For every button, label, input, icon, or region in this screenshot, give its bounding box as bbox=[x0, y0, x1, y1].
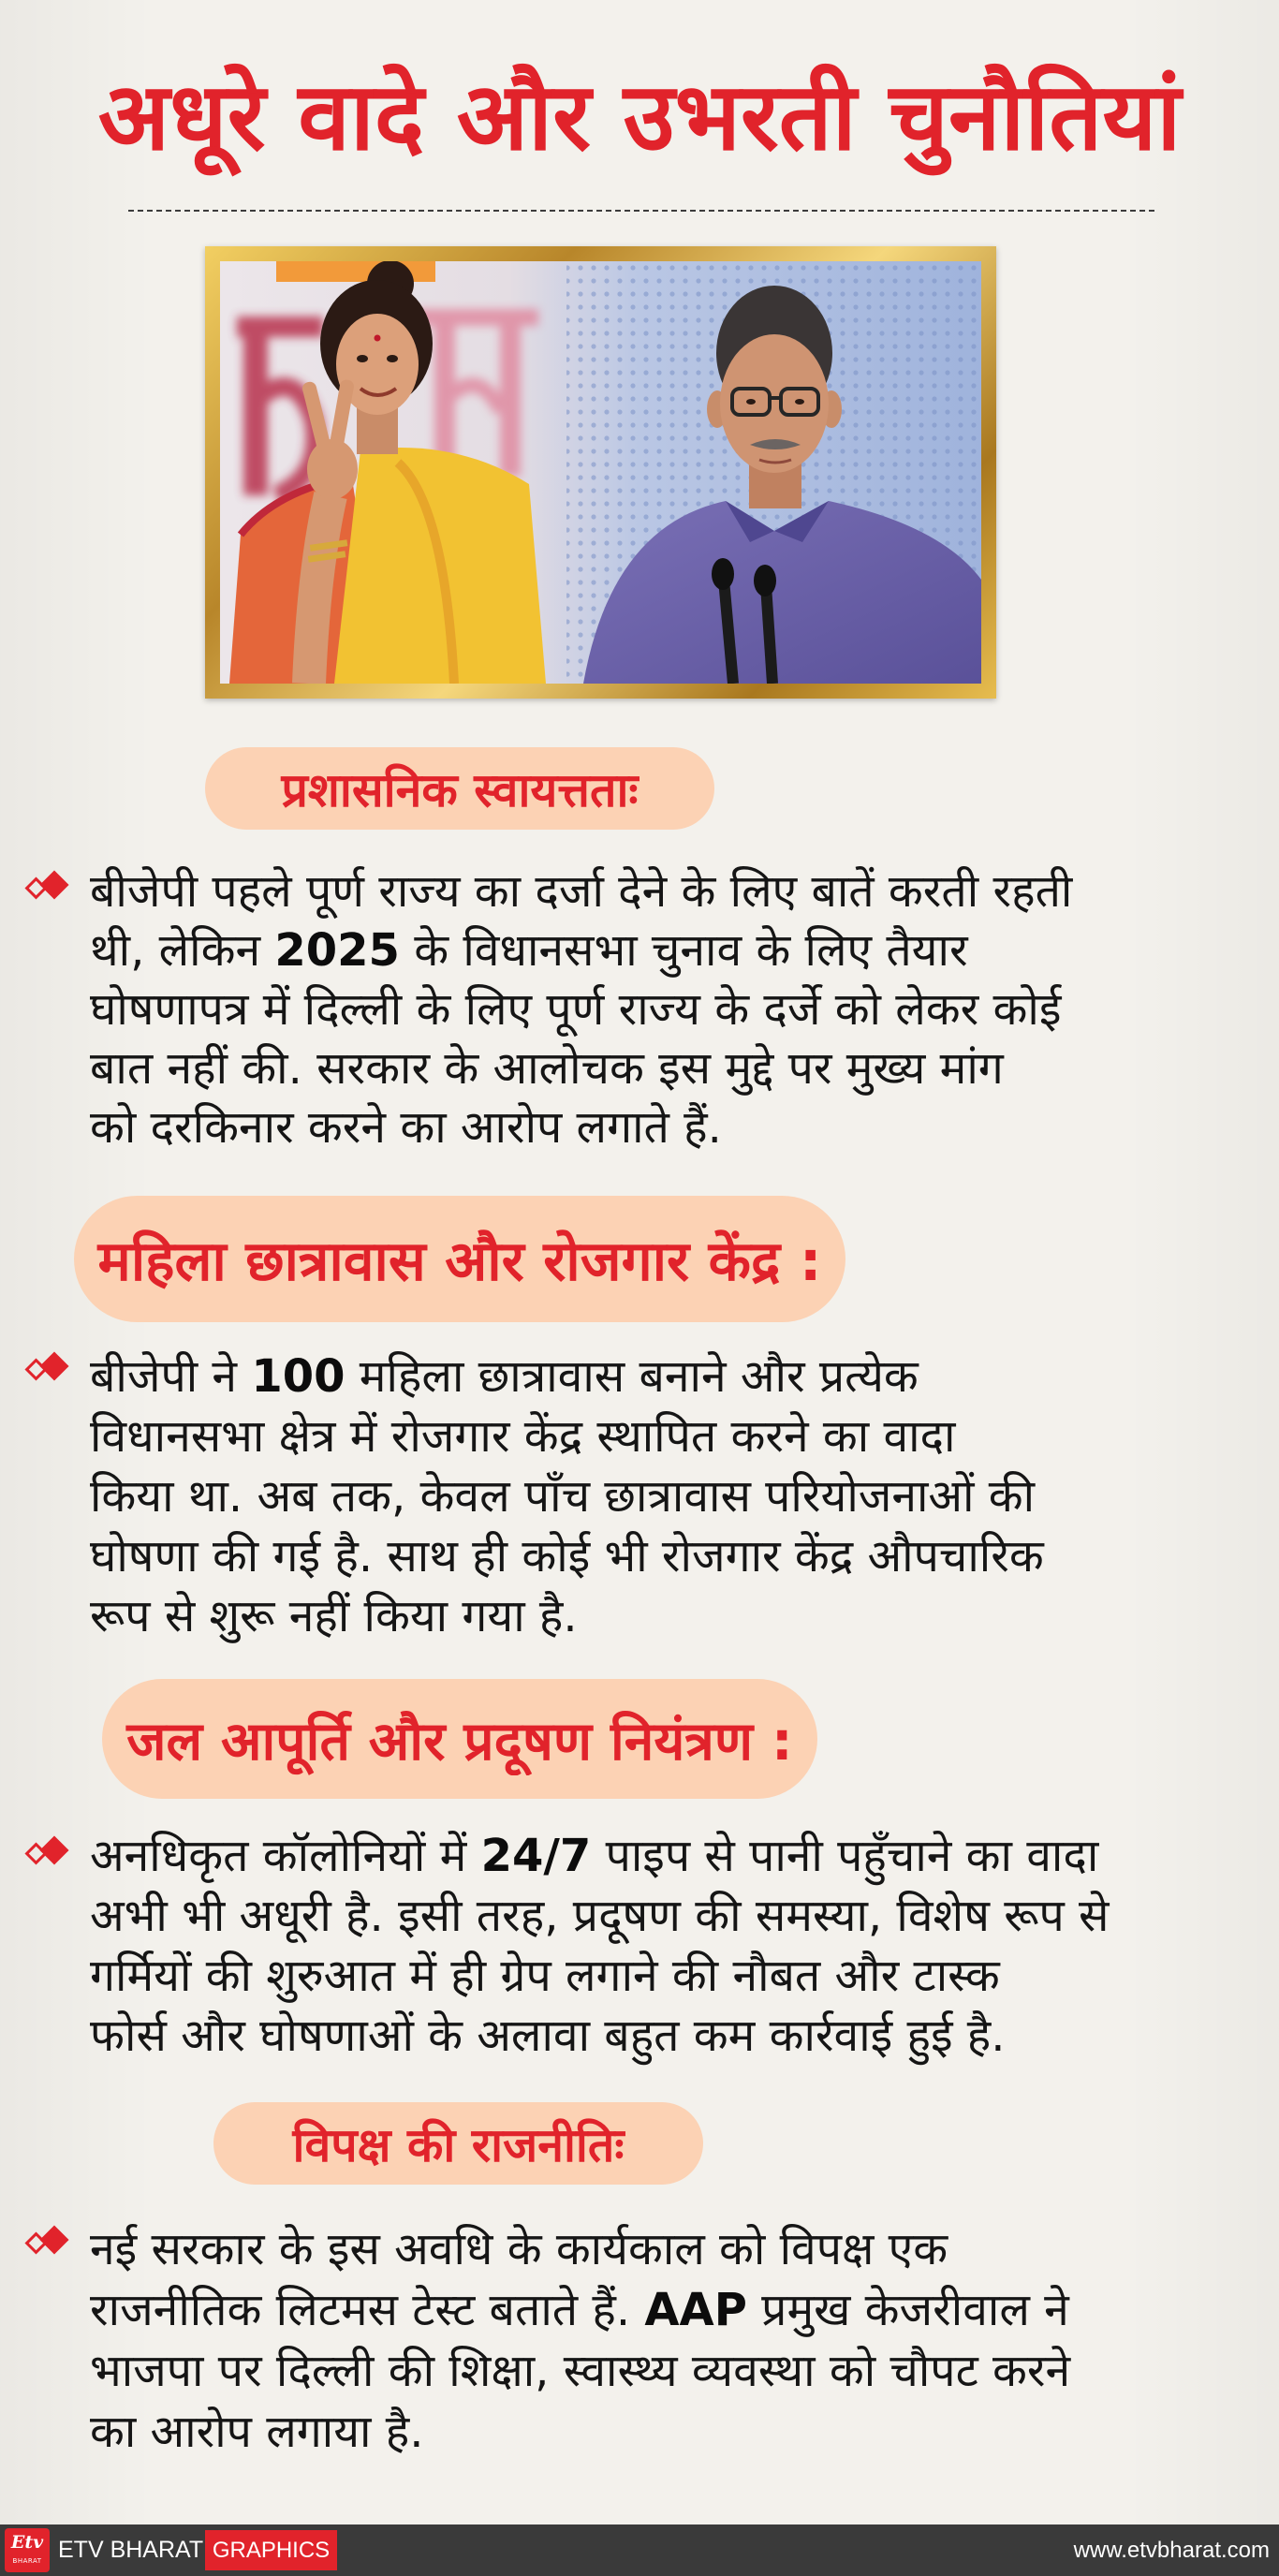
paragraph-line bbox=[90, 1526, 1251, 1586]
text-segment: विधानसभा क्षेत्र में रोजगार केंद्र स्थापित करने का वादा bbox=[90, 1410, 956, 1463]
section-paragraph bbox=[90, 862, 1251, 1157]
brand-name: ETV BHARAT bbox=[58, 2537, 204, 2563]
highlight-text: 24/7 bbox=[480, 1830, 592, 1882]
diamond-bullet-icon bbox=[26, 1347, 79, 1389]
leaders-photo bbox=[220, 261, 981, 684]
section-heading: विपक्ष की राजनीतिः bbox=[292, 2118, 625, 2172]
section-heading-pill bbox=[213, 2102, 703, 2185]
paragraph-line bbox=[90, 2402, 1251, 2463]
text-segment: बीजेपी पहले पूर्ण राज्य का दर्जा देने के लिए बातें करती रहती bbox=[90, 865, 1073, 918]
diamond-bullet-icon bbox=[26, 2221, 79, 2262]
paragraph-line bbox=[90, 1406, 1251, 1466]
diamond-fill-icon bbox=[39, 1351, 68, 1380]
logo-wordmark: Etv bbox=[10, 2532, 44, 2553]
text-segment: को दरकिनार करने का आरोप लगाते हैं. bbox=[90, 1101, 722, 1154]
paragraph-line bbox=[90, 2280, 1251, 2341]
dashed-divider bbox=[128, 210, 1154, 212]
paragraph-line bbox=[90, 1347, 1251, 1406]
section-heading-pill bbox=[102, 1679, 817, 1799]
text-segment: रूप से शुरू नहीं किया गया है. bbox=[90, 1590, 578, 1642]
paragraph-line bbox=[90, 1826, 1251, 1886]
text-segment: घोषणा की गई है. साथ ही कोई भी रोजगार केंद्र औपचारिक bbox=[90, 1530, 1044, 1582]
section-heading: प्रशासनिक स्वायत्तताः bbox=[281, 763, 639, 817]
highlight-text: 2025 bbox=[274, 924, 400, 977]
section-heading: जल आपूर्ति और प्रदूषण नियंत्रण : bbox=[126, 1711, 793, 1773]
paragraph-line bbox=[90, 1039, 1251, 1098]
text-segment: अभी भी अधूरी है. इसी तरह, प्रदूषण की समस्या, विशेष रूप से bbox=[90, 1890, 1110, 1942]
text-segment: गर्मियों की शुरुआत में ही ग्रेप लगाने की नौबत और टास्क bbox=[90, 1950, 1000, 2002]
text-segment: बात नहीं की. सरकार के आलोचक इस मुद्दे पर मुख्य मांग bbox=[90, 1042, 1004, 1095]
paragraph-line bbox=[90, 2341, 1251, 2402]
text-segment: महिला छात्रावास बनाने और प्रत्येक bbox=[345, 1350, 919, 1403]
logo-subtext: BHARAT bbox=[12, 2557, 42, 2565]
paragraph-line bbox=[90, 862, 1251, 921]
section-paragraph bbox=[90, 2219, 1251, 2463]
text-segment: किया था. अब तक, केवल पाँच छात्रावास परियोजनाओं की bbox=[90, 1470, 1036, 1523]
diamond-fill-icon bbox=[39, 2225, 68, 2254]
text-segment: घोषणापत्र में दिल्ली के लिए पूर्ण राज्य के दर्जे को लेकर कोई bbox=[90, 983, 1062, 1036]
text-segment: प्रमुख केजरीवाल ने bbox=[746, 2284, 1069, 2336]
section-paragraph bbox=[90, 1826, 1251, 2066]
text-segment: फोर्स और घोषणाओं के अलावा बहुत कम कार्रवाई हुई है. bbox=[90, 2009, 1006, 2062]
paragraph-line bbox=[90, 1466, 1251, 1526]
text-segment: राजनीतिक लिटमस टेस्ट बताते हैं. bbox=[90, 2284, 645, 2336]
paragraph-line bbox=[90, 980, 1251, 1039]
paragraph-line bbox=[90, 1946, 1251, 2006]
paragraph-line bbox=[90, 921, 1251, 980]
paragraph-line bbox=[90, 1586, 1251, 1646]
page-title: अधूरे वादे और उभरती चुनौतियां bbox=[97, 62, 1182, 171]
graphics-tag: GRAPHICS bbox=[205, 2530, 337, 2570]
text-segment: पाइप से पानी पहुँचाने का वादा bbox=[591, 1830, 1099, 1882]
text-segment: का आरोप लगाया है. bbox=[90, 2406, 424, 2458]
text-segment: अनधिकृत कॉलोनियों में bbox=[90, 1830, 481, 1882]
paragraph-line bbox=[90, 1098, 1251, 1157]
paragraph-line bbox=[90, 1886, 1251, 1946]
photo-frame bbox=[205, 246, 996, 699]
website-url: www.etvbharat.com bbox=[1073, 2538, 1270, 2563]
highlight-text: 100 bbox=[251, 1350, 345, 1403]
diamond-fill-icon bbox=[39, 870, 68, 899]
footer-bar bbox=[0, 2524, 1279, 2576]
section-heading-pill bbox=[74, 1196, 845, 1322]
diamond-bullet-icon bbox=[26, 866, 79, 907]
text-segment: भाजपा पर दिल्ली की शिक्षा, स्वास्थ्य व्यवस्था को चौपट करने bbox=[90, 2345, 1071, 2397]
paragraph-line bbox=[90, 2006, 1251, 2066]
text-segment: के विधानसभा चुनाव के लिए तैयार bbox=[399, 924, 968, 977]
diamond-fill-icon bbox=[39, 1835, 68, 1864]
section-paragraph bbox=[90, 1347, 1251, 1646]
section-heading-pill bbox=[205, 747, 714, 830]
highlight-text: AAP bbox=[644, 2284, 747, 2336]
text-segment: नई सरकार के इस अवधि के कार्यकाल को विपक्ष एक bbox=[90, 2223, 948, 2275]
diamond-bullet-icon bbox=[26, 1832, 79, 1873]
paragraph-line bbox=[90, 2219, 1251, 2280]
section-heading: महिला छात्रावास और रोजगार केंद्र : bbox=[97, 1228, 822, 1293]
text-segment: थी, लेकिन bbox=[90, 924, 275, 977]
etv-bharat-logo bbox=[5, 2528, 50, 2572]
text-segment: बीजेपी ने bbox=[90, 1350, 252, 1403]
